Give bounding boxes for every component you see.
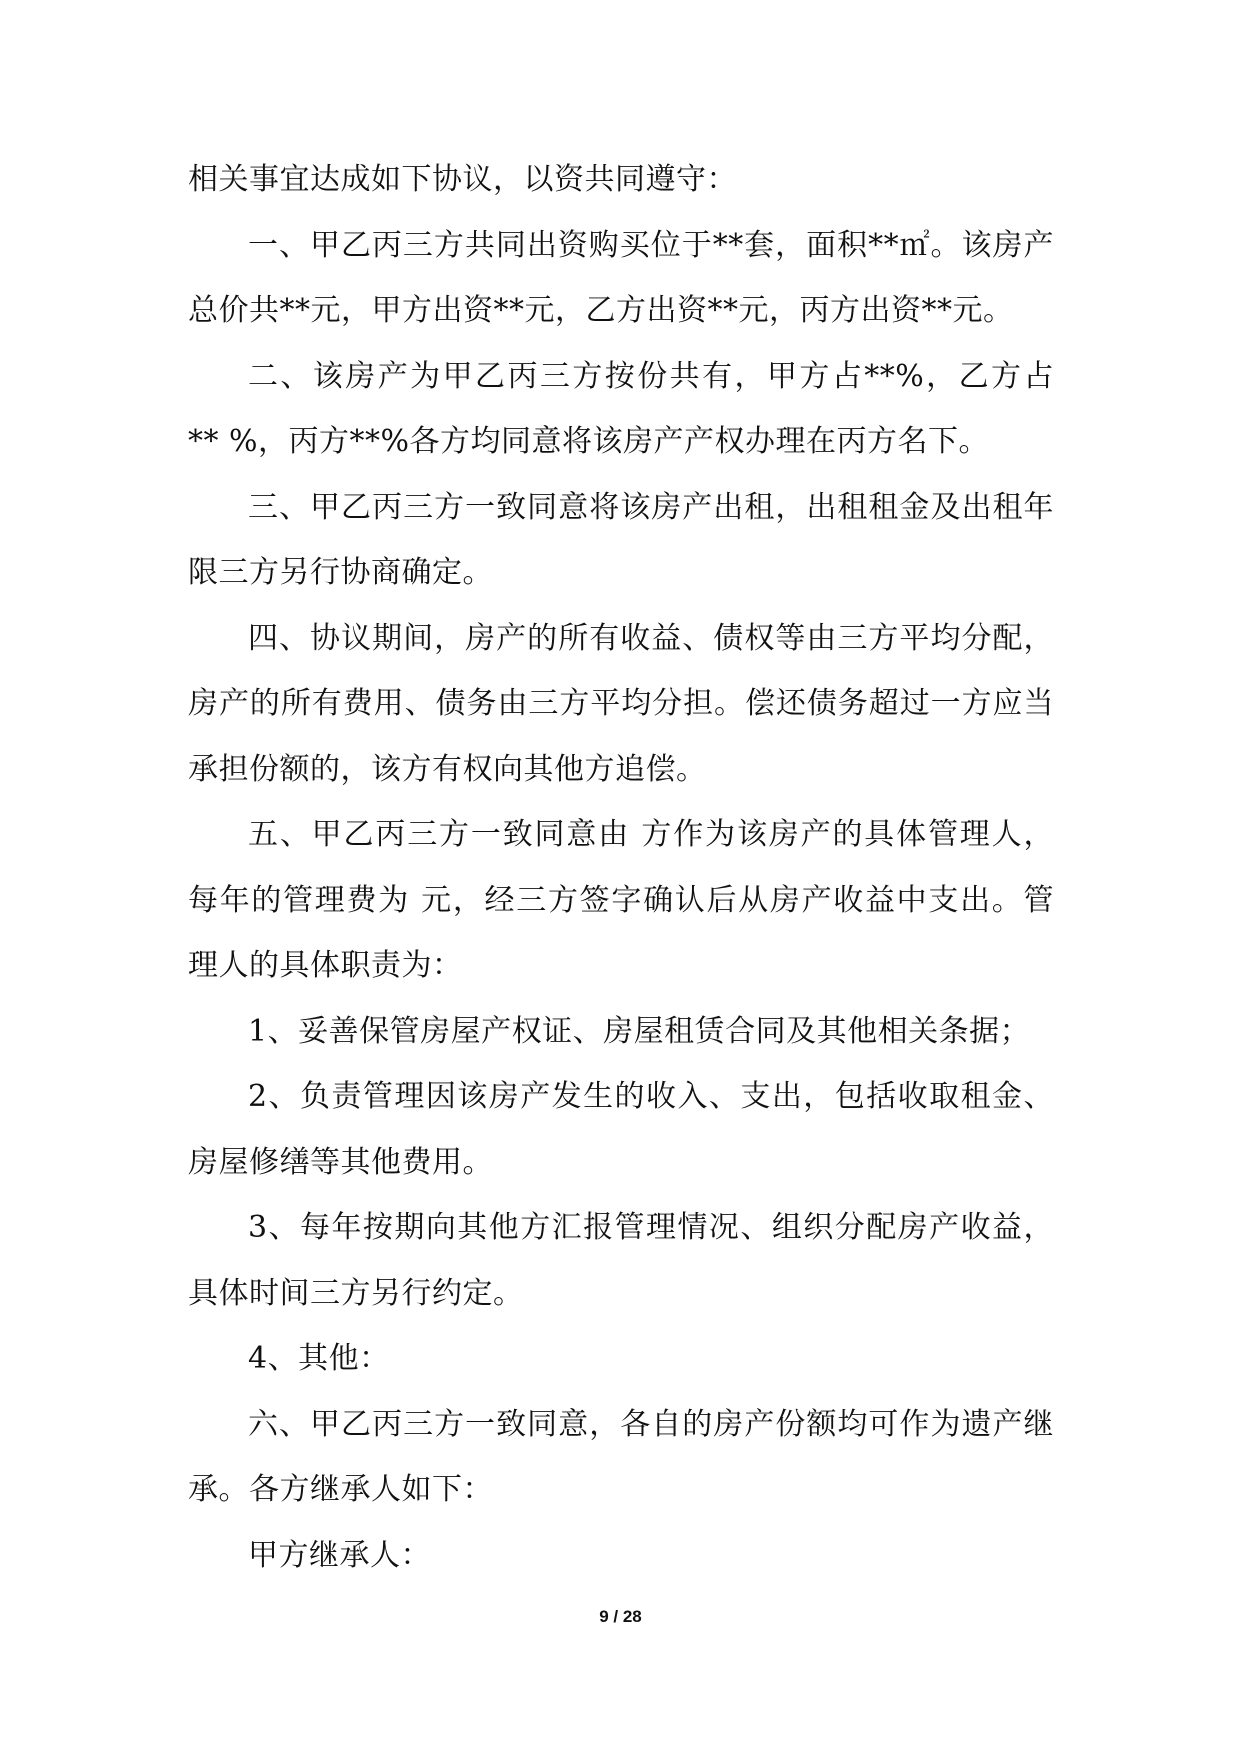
paragraph-line: 每年的管理费为 元，经三方签字确认后从房产收益中支出。管 [188,882,1054,918]
paragraph-line: 相关事宜达成如下协议，以资共同遵守： [188,162,737,197]
paragraph [188,802,1054,999]
page-number: 9 / 28 [599,1607,642,1626]
paragraph [188,147,1054,213]
paragraph-line: 限三方另行协商确定。 [188,555,493,590]
paragraph-line: 4、其他： [248,1341,390,1376]
paragraph-line: 六、甲乙丙三方一致同意，各自的房产份额均可作为遗产继 [248,1406,1054,1442]
paragraph-line: 甲方继承人： [248,1537,431,1573]
paragraph [188,1064,1054,1195]
paragraph [188,1523,1054,1589]
paragraph-line: ** %，丙方**%各方均同意将该房产产权办理在丙方名下。 [188,424,990,459]
paragraph-line: 四、协议期间，房产的所有收益、债权等由三方平均分配， [248,620,1054,656]
paragraph-line: 五、甲乙丙三方一致同意由 方作为该房产的具体管理人， [248,817,1054,852]
paragraph-line: 承。各方继承人如下： [188,1472,493,1507]
paragraph [188,475,1054,606]
paragraph-line: 二、该房产为甲乙丙三方按份共有，甲方占**%，乙方占 [248,358,1054,394]
paragraph-line: 总价共**元，甲方出资**元，乙方出资**元，丙方出资**元。 [188,293,1014,328]
paragraph-line: 1、妥善保管房屋产权证、房屋租赁合同及其他相关条据； [248,1013,1031,1049]
paragraph-line: 2、负责管理因该房产发生的收入、支出，包括收取租金、 [248,1079,1054,1114]
document-body [188,147,1054,1588]
paragraph [188,1326,1054,1392]
paragraph [188,213,1054,344]
paragraph [188,344,1054,475]
paragraph-line: 三、甲乙丙三方一致同意将该房产出租，出租租金及出租年 [248,489,1054,525]
paragraph-line: 具体时间三方另行约定。 [188,1275,524,1311]
paragraph-line: 一、甲乙丙三方共同出资购买位于**套，面积**㎡。该房产 [248,227,1054,263]
paragraph [188,606,1054,803]
paragraph-line: 理人的具体职责为： [188,948,463,983]
paragraph [188,1195,1054,1326]
paragraph-line: 承担份额的，该方有权向其他方追偿。 [188,751,707,787]
paragraph-line: 房屋修缮等其他费用。 [188,1144,493,1180]
paragraph-line: 房产的所有费用、债务由三方平均分担。偿还债务超过一方应当 [188,686,1054,721]
paragraph-line: 3、每年按期向其他方汇报管理情况、组织分配房产收益， [248,1210,1054,1245]
paragraph [188,1392,1054,1523]
paragraph [188,999,1054,1065]
